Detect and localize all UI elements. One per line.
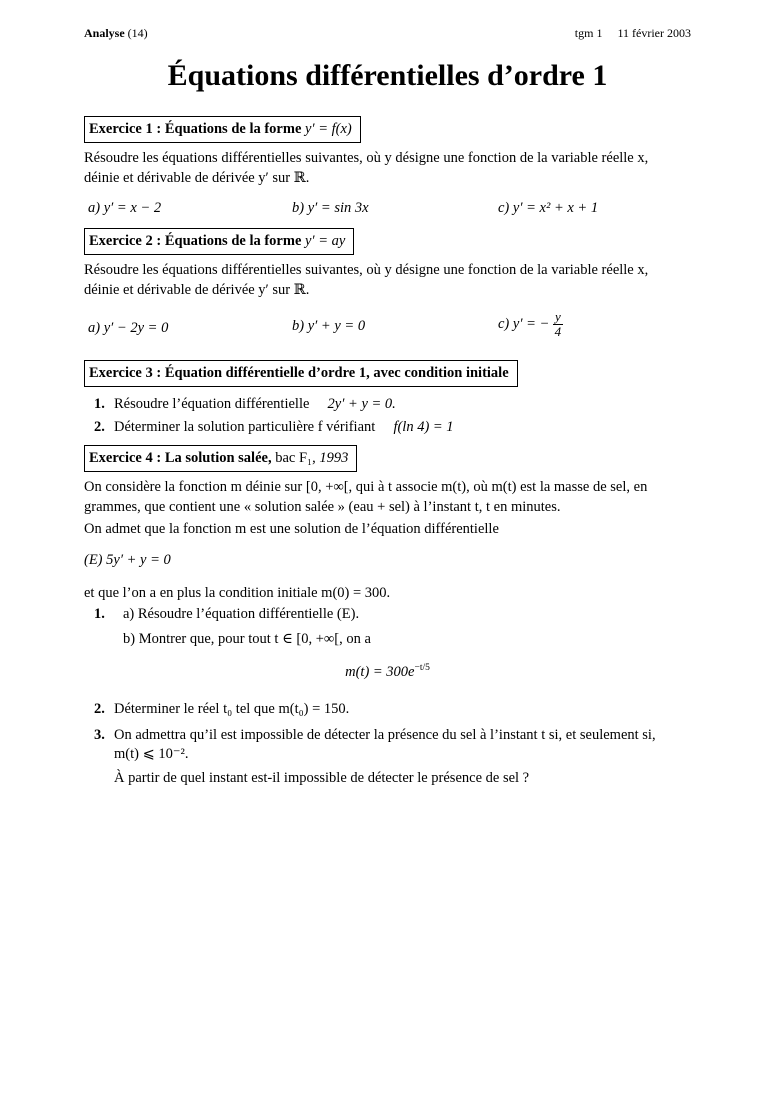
- question-3-line2: m(t) ⩽ 10⁻².: [114, 746, 189, 763]
- exercise-1-title-math: y′ = f(x): [305, 121, 352, 137]
- exercise-1-title: Équations de la forme: [164, 121, 302, 137]
- exercise-3-label: Exercice 3 :: [89, 365, 162, 381]
- exercise-2-intro-line2: déinie et dérivable de dérivée y′ sur ℝ.: [84, 281, 310, 298]
- exercise-1-item-b: b) y′ = sin 3x: [292, 200, 369, 216]
- question-3-line3: À partir de quel instant est-il impossible de détecter le présence de sel ?: [114, 769, 530, 786]
- question-1-result-equation: [84, 659, 691, 682]
- question-equation: f(ln 4) = 1: [393, 418, 454, 435]
- exercise-4-intro-line1: On considère la fonction m déinie sur [0, +∞[, qui à t associe m(t), où m(t) est la masse de sel, en: [84, 479, 648, 495]
- exercise-3-title: Équation différentielle d’ordre 1, avec condition initiale: [164, 365, 509, 381]
- exercise-4-intro-line2: grammes, que contient une « solution salée » (eau + sel) à l’instant t, t en minutes.: [84, 498, 561, 515]
- header-subject: [84, 26, 148, 41]
- exercise-4-heading: [84, 445, 357, 472]
- exercise-2-items: [84, 310, 691, 346]
- exercise-1: [84, 116, 691, 220]
- exercise-3-questions: [84, 395, 691, 437]
- result-equation-exponent: −t/5: [414, 663, 430, 673]
- question-number: 3.: [94, 726, 105, 743]
- document-page: [84, 26, 691, 788]
- header-subject-name: Analyse: [84, 26, 125, 40]
- result-equation-base: m(t) = 300e: [345, 663, 415, 680]
- exercise-1-heading: [84, 116, 361, 143]
- question-text: Déterminer le réel t₀ tel que m(t₀) = 150.: [114, 701, 350, 718]
- exercise-4-question-3: [84, 726, 691, 789]
- exercise-1-label: Exercice 1 :: [89, 121, 162, 137]
- exercise-4: [84, 445, 691, 788]
- exercise-3-question-2: [84, 418, 691, 438]
- page-header: [84, 26, 691, 44]
- exercise-4-equation-row: [84, 552, 691, 572]
- exercise-2-label: Exercice 2 :: [89, 233, 162, 249]
- question-number: 1.: [94, 606, 105, 622]
- header-sheet-number: (14): [127, 26, 148, 40]
- fraction-numerator: y: [554, 309, 561, 324]
- question-text: Résoudre l’équation différentielle: [114, 396, 310, 412]
- question-number: 2.: [94, 701, 105, 718]
- exercise-4-label: Exercice 4 :: [89, 450, 162, 466]
- question-text: Déterminer la solution particulière f vérifiant: [114, 418, 376, 435]
- question-equation: 2y′ + y = 0.: [327, 396, 396, 412]
- exercise-4-question-1: [84, 605, 691, 682]
- question-number: 1.: [94, 396, 105, 412]
- exercise-2-intro-line1: Résoudre les équations différentielles suivantes, où y désigne une fonction de la variable réelle x,: [84, 262, 649, 278]
- exercise-2-item-c-fraction: [553, 310, 563, 339]
- question-1-part-a: a) Résoudre l’équation différentielle (E).: [123, 606, 360, 622]
- exercise-2-item-b: b) y′ + y = 0: [292, 318, 366, 334]
- page-title: Équations différentielles d’ordre 1: [167, 59, 608, 92]
- exercise-3: [84, 360, 691, 437]
- equation-E: 5y′ + y = 0: [106, 551, 171, 568]
- exercise-2: [84, 228, 691, 346]
- exercise-4-source: bac F₁,: [275, 450, 316, 466]
- header-class-date: [575, 26, 691, 41]
- exercise-4-intro-line3: On admet que la fonction m est une solution de l’équation différentielle: [84, 521, 499, 537]
- exercise-1-intro-line2: déinie et dérivable de dérivée y′ sur ℝ.: [84, 169, 310, 186]
- question-1-part-b: b) Montrer que, pour tout t ∈ [0, +∞[, on a: [123, 630, 371, 647]
- exercise-4-condition: et que l’on a en plus la condition initiale m(0) = 300.: [84, 584, 391, 601]
- equation-label: (E): [84, 551, 103, 568]
- exercise-4-title: La solution salée,: [164, 450, 272, 466]
- exercise-2-heading: [84, 228, 354, 255]
- header-date: 11 février 2003: [617, 26, 691, 40]
- exercise-1-items: [84, 200, 691, 220]
- question-number: 2.: [94, 418, 105, 435]
- exercise-4-year: 1993: [319, 450, 349, 466]
- exercise-2-item-c: [498, 310, 563, 339]
- exercise-4-questions: [84, 605, 691, 788]
- exercise-1-item-a: a) y′ = x − 2: [88, 200, 162, 216]
- question-3-line1: On admettra qu’il est impossible de détecter la présence du sel à l’instant t si, et seulement si,: [114, 726, 656, 743]
- exercise-2-item-a: a) y′ − 2y = 0: [88, 320, 169, 336]
- header-class: tgm 1: [574, 26, 603, 40]
- exercise-2-title-math: y′ = ay: [305, 233, 346, 249]
- exercise-2-title: Équations de la forme: [164, 233, 302, 249]
- exercise-1-item-c: c) y′ = x² + x + 1: [498, 200, 599, 216]
- exercise-3-question-1: [84, 395, 691, 415]
- exercise-3-heading: [84, 360, 518, 387]
- exercise-2-item-c-prefix: c) y′ = −: [498, 315, 550, 332]
- exercise-1-intro-line1: Résoudre les équations différentielles suivantes, où y désigne une fonction de la variable réelle x,: [84, 150, 649, 166]
- exercise-4-question-2: [84, 700, 691, 720]
- fraction-denominator: 4: [554, 324, 562, 339]
